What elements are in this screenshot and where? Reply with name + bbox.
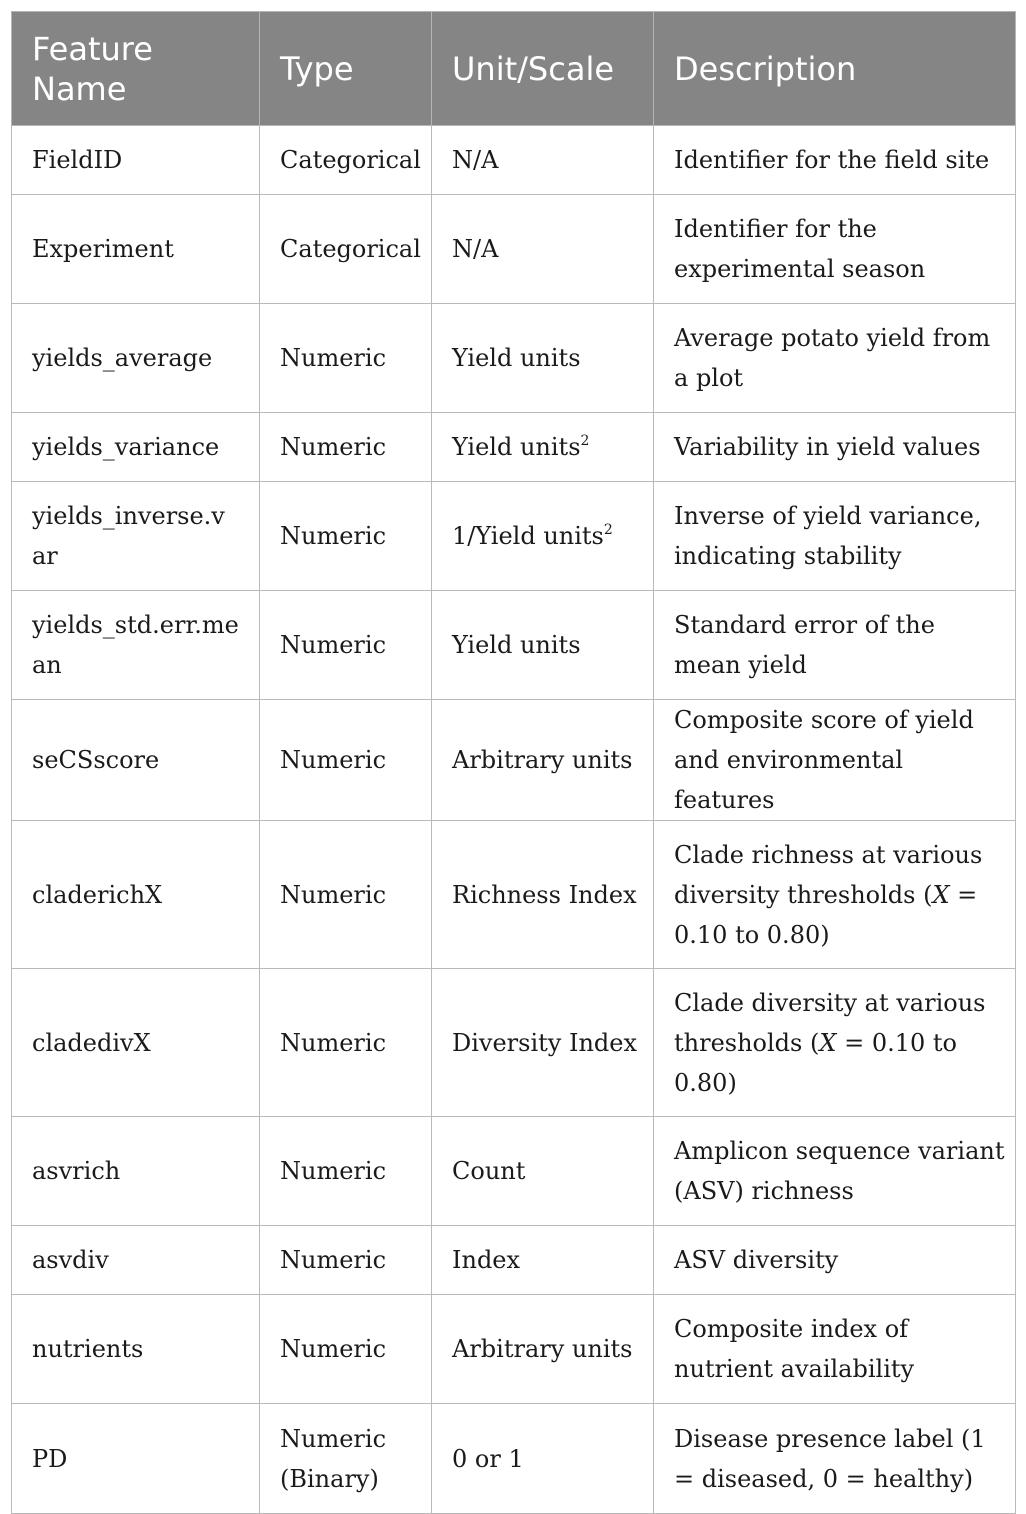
table-row <box>12 1295 1016 1404</box>
cell-unit: Count <box>432 1117 654 1226</box>
table-row <box>12 821 1016 969</box>
cell-description: Composite score of yield and environmental features <box>654 700 1016 821</box>
cell-description: Standard error of the mean yield <box>654 591 1016 700</box>
table-header-row <box>12 12 1016 126</box>
variable-x: X <box>819 1028 837 1057</box>
description-text: = 0.10 to 0.80) <box>674 880 978 949</box>
cell-description: Inverse of yield variance, indicating stability <box>654 482 1016 591</box>
cell-unit: Arbitrary units <box>432 700 654 821</box>
cell-unit: Diversity Index <box>432 969 654 1117</box>
cell-unit: Index <box>432 1226 654 1295</box>
cell-type: Numeric <box>260 413 432 482</box>
cell-unit: Richness Index <box>432 821 654 969</box>
description-text: = 0.10 to 0.80) <box>674 1028 957 1097</box>
cell-type: Numeric <box>260 1226 432 1295</box>
unit-text: 1/Yield units <box>452 522 604 550</box>
table-row <box>12 700 1016 821</box>
cell-feature: yields_variance <box>12 413 260 482</box>
header-feature-name: Feature Name <box>12 12 260 126</box>
header-type: Type <box>260 12 432 126</box>
cell-type: Categorical <box>260 195 432 304</box>
cell-type: Numeric (Binary) <box>260 1404 432 1514</box>
cell-feature: claderichX <box>12 821 260 969</box>
table-row <box>12 591 1016 700</box>
cell-feature: asvdiv <box>12 1226 260 1295</box>
table-row <box>12 304 1016 413</box>
cell-feature: yields_average <box>12 304 260 413</box>
cell-description <box>654 969 1016 1117</box>
cell-type: Numeric <box>260 591 432 700</box>
description-text: Clade diversity at various thresholds ( <box>674 988 986 1057</box>
table-row <box>12 126 1016 195</box>
table-row <box>12 413 1016 482</box>
cell-unit <box>432 482 654 591</box>
cell-unit: 0 or 1 <box>432 1404 654 1514</box>
table-row <box>12 1404 1016 1514</box>
description-text: Clade richness at various diversity thresholds ( <box>674 840 983 909</box>
cell-feature: nutrients <box>12 1295 260 1404</box>
cell-unit <box>432 413 654 482</box>
cell-description: Disease presence label (1 = diseased, 0 = healthy) <box>654 1404 1016 1514</box>
table-row <box>12 1226 1016 1295</box>
cell-type: Numeric <box>260 482 432 591</box>
cell-type: Numeric <box>260 1117 432 1226</box>
feature-table <box>11 11 1016 1514</box>
cell-description: Identifier for the experimental season <box>654 195 1016 304</box>
cell-description <box>654 821 1016 969</box>
cell-type: Numeric <box>260 700 432 821</box>
cell-feature: FieldID <box>12 126 260 195</box>
cell-unit: N/A <box>432 195 654 304</box>
cell-description: Identifier for the field site <box>654 126 1016 195</box>
cell-feature: seCSscore <box>12 700 260 821</box>
table-row <box>12 195 1016 304</box>
cell-description: Variability in yield values <box>654 413 1016 482</box>
cell-feature: asvrich <box>12 1117 260 1226</box>
cell-description: Composite index of nutrient availability <box>654 1295 1016 1404</box>
cell-unit: N/A <box>432 126 654 195</box>
variable-x: X <box>932 880 950 909</box>
cell-feature: cladedivX <box>12 969 260 1117</box>
cell-description: ASV diversity <box>654 1226 1016 1295</box>
cell-description: Average potato yield from a plot <box>654 304 1016 413</box>
cell-unit: Yield units <box>432 591 654 700</box>
table-row <box>12 1117 1016 1226</box>
cell-type: Numeric <box>260 304 432 413</box>
unit-superscript: 2 <box>580 433 590 449</box>
unit-text: Yield units <box>452 433 581 461</box>
unit-superscript: 2 <box>603 522 613 538</box>
cell-feature: PD <box>12 1404 260 1514</box>
cell-feature: yields_std.err.mean <box>12 591 260 700</box>
header-unit-scale: Unit/Scale <box>432 12 654 126</box>
cell-type: Numeric <box>260 969 432 1117</box>
cell-type: Numeric <box>260 1295 432 1404</box>
cell-feature: yields_inverse.var <box>12 482 260 591</box>
table-row <box>12 482 1016 591</box>
cell-unit: Arbitrary units <box>432 1295 654 1404</box>
cell-type: Numeric <box>260 821 432 969</box>
header-description: Description <box>654 12 1016 126</box>
cell-type: Categorical <box>260 126 432 195</box>
cell-unit: Yield units <box>432 304 654 413</box>
cell-description: Amplicon sequence variant (ASV) richness <box>654 1117 1016 1226</box>
cell-feature: Experiment <box>12 195 260 304</box>
table-row <box>12 969 1016 1117</box>
feature-table-container <box>11 11 1015 1514</box>
